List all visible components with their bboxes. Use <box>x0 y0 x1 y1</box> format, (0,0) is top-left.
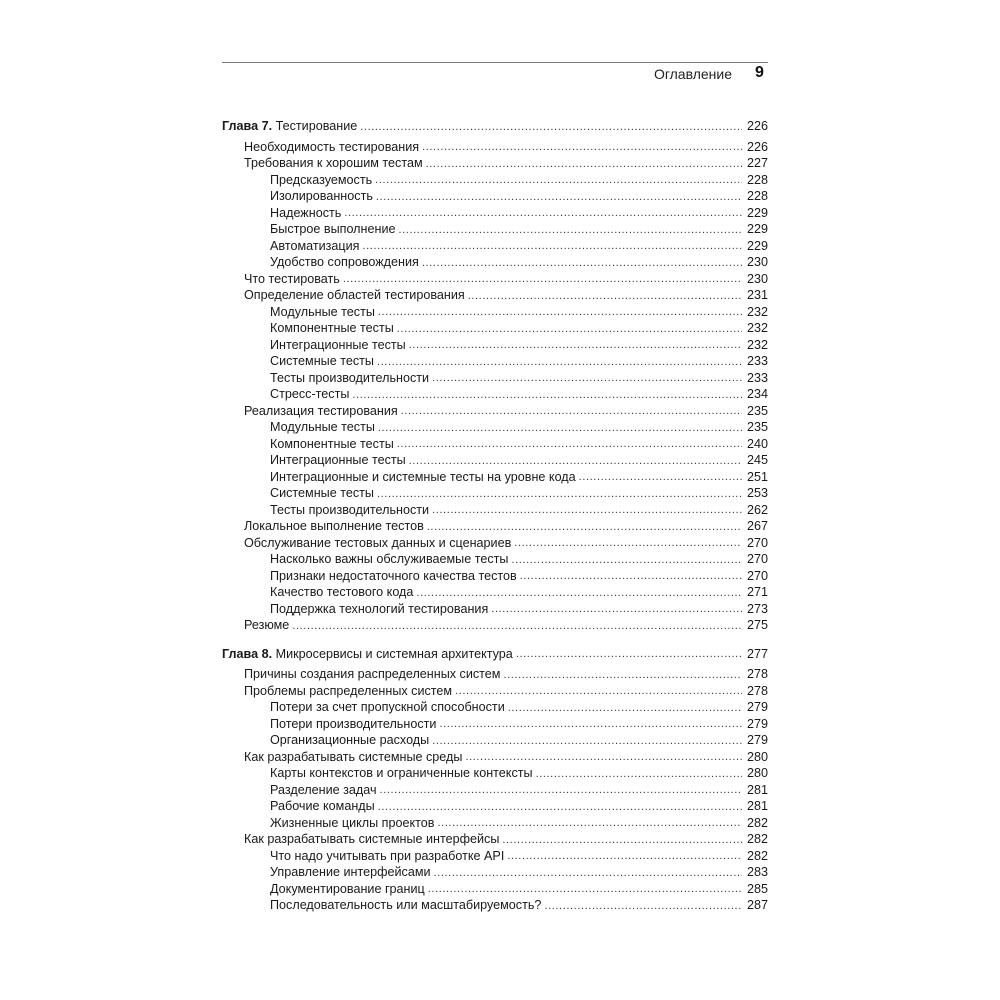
toc-entry-label: Потери за счет пропускной способности <box>270 700 505 714</box>
toc-section[interactable] <box>222 831 768 848</box>
toc-entry-page-number: 233 <box>746 370 768 385</box>
toc-subsection[interactable] <box>222 452 768 469</box>
dot-leader <box>409 454 742 469</box>
toc-subsection[interactable] <box>222 254 768 271</box>
toc-entry-label: Реализация тестирования <box>244 403 398 418</box>
chapter-page-number: 277 <box>746 646 768 661</box>
toc-entry-page-number: 279 <box>746 733 768 747</box>
dot-leader <box>292 619 742 634</box>
toc-subsection[interactable] <box>222 716 768 733</box>
toc-entry-page-number: 232 <box>746 304 768 319</box>
toc-entry-page-number: 282 <box>746 832 768 846</box>
chapter-title: Тестирование <box>275 119 358 133</box>
toc-subsection[interactable] <box>222 798 768 815</box>
toc-section[interactable] <box>222 683 768 700</box>
toc-subsection[interactable] <box>222 221 768 238</box>
dot-leader <box>468 289 742 304</box>
toc-entry-page-number: 251 <box>746 469 768 484</box>
dot-leader <box>362 239 742 254</box>
toc-subsection[interactable] <box>222 436 768 453</box>
toc-entry-label: Управление интерфейсами <box>270 865 431 879</box>
toc-entry-label: Надежность <box>270 205 342 220</box>
dot-leader <box>511 553 742 568</box>
toc-entry-label: Локальное выполнение тестов <box>244 519 424 533</box>
toc-subsection[interactable] <box>222 782 768 799</box>
toc-entry-page-number: 287 <box>746 898 768 912</box>
toc-entry-label: Насколько важны обслуживаемые тесты <box>270 552 509 566</box>
dot-leader <box>491 602 742 617</box>
toc-subsection[interactable] <box>222 304 768 321</box>
toc-subsection[interactable] <box>222 601 768 618</box>
toc-entry-page-number: 280 <box>746 766 768 780</box>
toc-entry-page-number: 283 <box>746 865 768 879</box>
toc-section[interactable] <box>222 287 768 304</box>
toc-section[interactable] <box>222 155 768 172</box>
toc-entry-page-number: 270 <box>746 535 768 550</box>
dot-leader <box>344 206 742 221</box>
chapter-title: Микросервисы и системная архитектура <box>275 646 513 661</box>
toc-entry-page-number: 233 <box>746 354 768 368</box>
toc-chapter <box>222 646 768 914</box>
dot-leader <box>507 849 742 864</box>
toc-entry-page-number: 245 <box>746 453 768 467</box>
toc-entry-page-number: 271 <box>746 585 768 599</box>
toc-section[interactable] <box>222 617 768 634</box>
toc-subsection[interactable] <box>222 584 768 601</box>
dot-leader <box>427 520 742 535</box>
dot-leader <box>434 866 742 881</box>
toc-entry-label: Тесты производительности <box>270 502 430 517</box>
toc-entry-label: Поддержка технологий тестирования <box>270 601 489 616</box>
toc-entry-label: Качество тестового кода <box>270 585 414 599</box>
dot-leader <box>439 717 742 732</box>
toc-subsection[interactable] <box>222 732 768 749</box>
dot-leader <box>375 173 742 188</box>
toc-entry-label: Изолированность <box>270 189 373 203</box>
toc-subsection[interactable] <box>222 469 768 486</box>
toc-entry-page-number: 231 <box>746 288 768 302</box>
toc-entry-page-number: 278 <box>746 667 768 681</box>
dot-leader <box>343 272 742 287</box>
dot-leader <box>352 388 742 403</box>
toc-chapter-heading[interactable] <box>222 646 768 663</box>
dot-leader <box>426 157 742 172</box>
toc-section[interactable] <box>222 535 768 552</box>
toc-entry-label: Последовательность или масштабируемость? <box>270 898 542 912</box>
dot-leader <box>422 256 742 271</box>
toc-subsection[interactable] <box>222 188 768 205</box>
toc-entry-page-number: 253 <box>746 486 768 500</box>
dot-leader <box>502 833 742 848</box>
toc-subsection[interactable] <box>222 502 768 519</box>
toc-entry-page-number: 229 <box>746 205 768 220</box>
toc-entry-label: Как разрабатывать системные среды <box>244 749 463 764</box>
toc-entry-page-number: 267 <box>746 519 768 533</box>
toc-entry-page-number: 280 <box>746 749 768 764</box>
toc-section[interactable] <box>222 139 768 156</box>
toc-entry-label: Разделение задач <box>270 782 377 797</box>
toc-entry-page-number: 228 <box>746 172 768 187</box>
toc-entry-label: Удобство сопровождения <box>270 255 419 269</box>
dot-leader <box>508 701 742 716</box>
dot-leader <box>437 816 742 831</box>
dot-leader <box>360 120 742 135</box>
toc-entry-page-number: 240 <box>746 436 768 451</box>
toc-entry-page-number: 235 <box>746 403 768 418</box>
toc-chapter <box>222 118 768 634</box>
toc-entry-page-number: 281 <box>746 782 768 797</box>
toc-entry-page-number: 230 <box>746 271 768 286</box>
toc-entry-label: Тесты производительности <box>270 370 430 385</box>
running-header-title: Оглавление <box>653 66 732 82</box>
toc-entry-label: Признаки недостаточного качества тестов <box>270 568 517 583</box>
dot-leader <box>579 470 742 485</box>
toc-entry-label: Быстрое выполнение <box>270 222 396 236</box>
toc-subsection[interactable] <box>222 551 768 568</box>
dot-leader <box>377 487 742 502</box>
toc-entry-page-number: 227 <box>746 156 768 170</box>
dot-leader <box>432 734 742 749</box>
toc-subsection[interactable] <box>222 881 768 898</box>
toc-subsection[interactable] <box>222 337 768 354</box>
chapter-number: Глава 8. <box>222 646 273 661</box>
toc-entry-page-number: 230 <box>746 255 768 269</box>
dot-leader <box>398 223 742 238</box>
toc-subsection[interactable] <box>222 370 768 387</box>
toc-subsection[interactable] <box>222 205 768 222</box>
dot-leader <box>465 750 742 765</box>
toc-entry-page-number: 232 <box>746 337 768 352</box>
toc-entry-label: Интеграционные и системные тесты на уровне кода <box>270 469 576 484</box>
toc-section[interactable] <box>222 518 768 535</box>
toc-entry-page-number: 226 <box>746 139 768 154</box>
toc-section[interactable] <box>222 403 768 420</box>
toc-entry-label: Необходимость тестирования <box>244 139 420 154</box>
dot-leader <box>397 437 742 452</box>
toc-section[interactable] <box>222 749 768 766</box>
dot-leader <box>422 140 742 155</box>
toc-entry-page-number: 234 <box>746 387 768 401</box>
page-number: 9 <box>755 64 764 81</box>
toc-entry-label: Рабочие команды <box>270 799 375 813</box>
toc-entry-page-number: 262 <box>746 502 768 517</box>
chapter-number: Глава 7. <box>222 119 273 133</box>
toc-entry-label: Резюме <box>244 618 290 632</box>
toc-entry-label: Что надо учитывать при разработке API <box>270 848 505 863</box>
header-rule <box>222 62 768 63</box>
chapter-label <box>222 118 357 135</box>
toc-subsection[interactable] <box>222 353 768 370</box>
toc-subsection[interactable] <box>222 568 768 585</box>
dot-leader <box>516 647 742 662</box>
toc-section[interactable] <box>222 666 768 683</box>
chapter-label <box>222 646 513 663</box>
toc-entry-label: Как разрабатывать системные интерфейсы <box>244 832 500 846</box>
dot-leader <box>455 684 742 699</box>
toc-entry-page-number: 232 <box>746 321 768 335</box>
toc-entry-page-number: 228 <box>746 189 768 203</box>
toc-entry-page-number: 270 <box>746 568 768 583</box>
toc-entry-label: Причины создания распределенных систем <box>244 667 501 681</box>
toc-entry-page-number: 275 <box>746 618 768 632</box>
toc-entry-page-number: 282 <box>746 815 768 830</box>
toc-subsection[interactable] <box>222 815 768 832</box>
toc-subsection[interactable] <box>222 386 768 403</box>
toc-entry-label: Интеграционные тесты <box>270 453 406 467</box>
dot-leader <box>378 305 742 320</box>
toc-subsection[interactable] <box>222 172 768 189</box>
toc-entry-label: Что тестировать <box>244 271 340 286</box>
toc-entry-label: Компонентные тесты <box>270 436 394 451</box>
dot-leader <box>401 404 742 419</box>
toc-entry-label: Стресс-тесты <box>270 387 350 401</box>
toc-entry-label: Модульные тесты <box>270 420 375 434</box>
toc-entry-page-number: 273 <box>746 601 768 616</box>
toc-section[interactable] <box>222 271 768 288</box>
chapter-gap <box>222 634 768 646</box>
dot-leader <box>378 421 742 436</box>
toc-entry-page-number: 285 <box>746 881 768 896</box>
dot-leader <box>514 536 742 551</box>
dot-leader <box>536 767 742 782</box>
dot-leader <box>416 586 742 601</box>
toc-entry-label: Жизненные циклы проектов <box>270 815 435 830</box>
toc-entry-label: Потери производительности <box>270 716 437 731</box>
toc-entry-page-number: 281 <box>746 799 768 813</box>
toc-subsection[interactable] <box>222 320 768 337</box>
toc-subsection[interactable] <box>222 699 768 716</box>
toc-entry-page-number: 278 <box>746 683 768 698</box>
dot-leader <box>376 190 742 205</box>
toc-entry-page-number: 235 <box>746 420 768 434</box>
toc-subsection[interactable] <box>222 864 768 881</box>
toc-subsection[interactable] <box>222 765 768 782</box>
toc-entry-label: Компонентные тесты <box>270 321 394 335</box>
toc-entry-page-number: 282 <box>746 848 768 863</box>
toc-entry-label: Проблемы распределенных систем <box>244 683 453 698</box>
dot-leader <box>520 569 742 584</box>
toc-entry-label: Организационные расходы <box>270 733 430 747</box>
toc-entry-label: Модульные тесты <box>270 304 375 319</box>
dot-leader <box>377 355 742 370</box>
toc-entry-label: Карты контекстов и ограниченные контексты <box>270 766 533 780</box>
dot-leader <box>432 371 742 386</box>
toc-entry-label: Определение областей тестирования <box>244 288 465 302</box>
toc-subsection[interactable] <box>222 485 768 502</box>
table-of-contents <box>222 118 768 914</box>
dot-leader <box>428 882 742 897</box>
toc-subsection[interactable] <box>222 848 768 865</box>
dot-leader <box>409 338 742 353</box>
chapter-page-number: 226 <box>746 119 768 133</box>
toc-subsection[interactable] <box>222 419 768 436</box>
toc-entry-label: Системные тесты <box>270 354 374 368</box>
toc-subsection[interactable] <box>222 238 768 255</box>
toc-entry-label: Требования к хорошим тестам <box>244 156 423 170</box>
toc-entry-label: Обслуживание тестовых данных и сценариев <box>244 535 512 550</box>
toc-entry-page-number: 279 <box>746 700 768 714</box>
toc-entry-label: Предсказуемость <box>270 172 373 187</box>
toc-entry-page-number: 279 <box>746 716 768 731</box>
toc-chapter-heading[interactable] <box>222 118 768 135</box>
toc-entry-label: Интеграционные тесты <box>270 337 406 352</box>
toc-entry-page-number: 229 <box>746 238 768 253</box>
dot-leader <box>432 503 742 518</box>
toc-entry-label: Автоматизация <box>270 238 360 253</box>
dot-leader <box>380 783 742 798</box>
dot-leader <box>544 899 742 914</box>
dot-leader <box>378 800 742 815</box>
toc-entry-label: Системные тесты <box>270 486 374 500</box>
dot-leader <box>397 322 742 337</box>
toc-entry-label: Документирование границ <box>270 881 425 896</box>
toc-subsection[interactable] <box>222 897 768 914</box>
dot-leader <box>503 668 742 683</box>
toc-entry-page-number: 270 <box>746 552 768 566</box>
toc-entry-page-number: 229 <box>746 222 768 236</box>
